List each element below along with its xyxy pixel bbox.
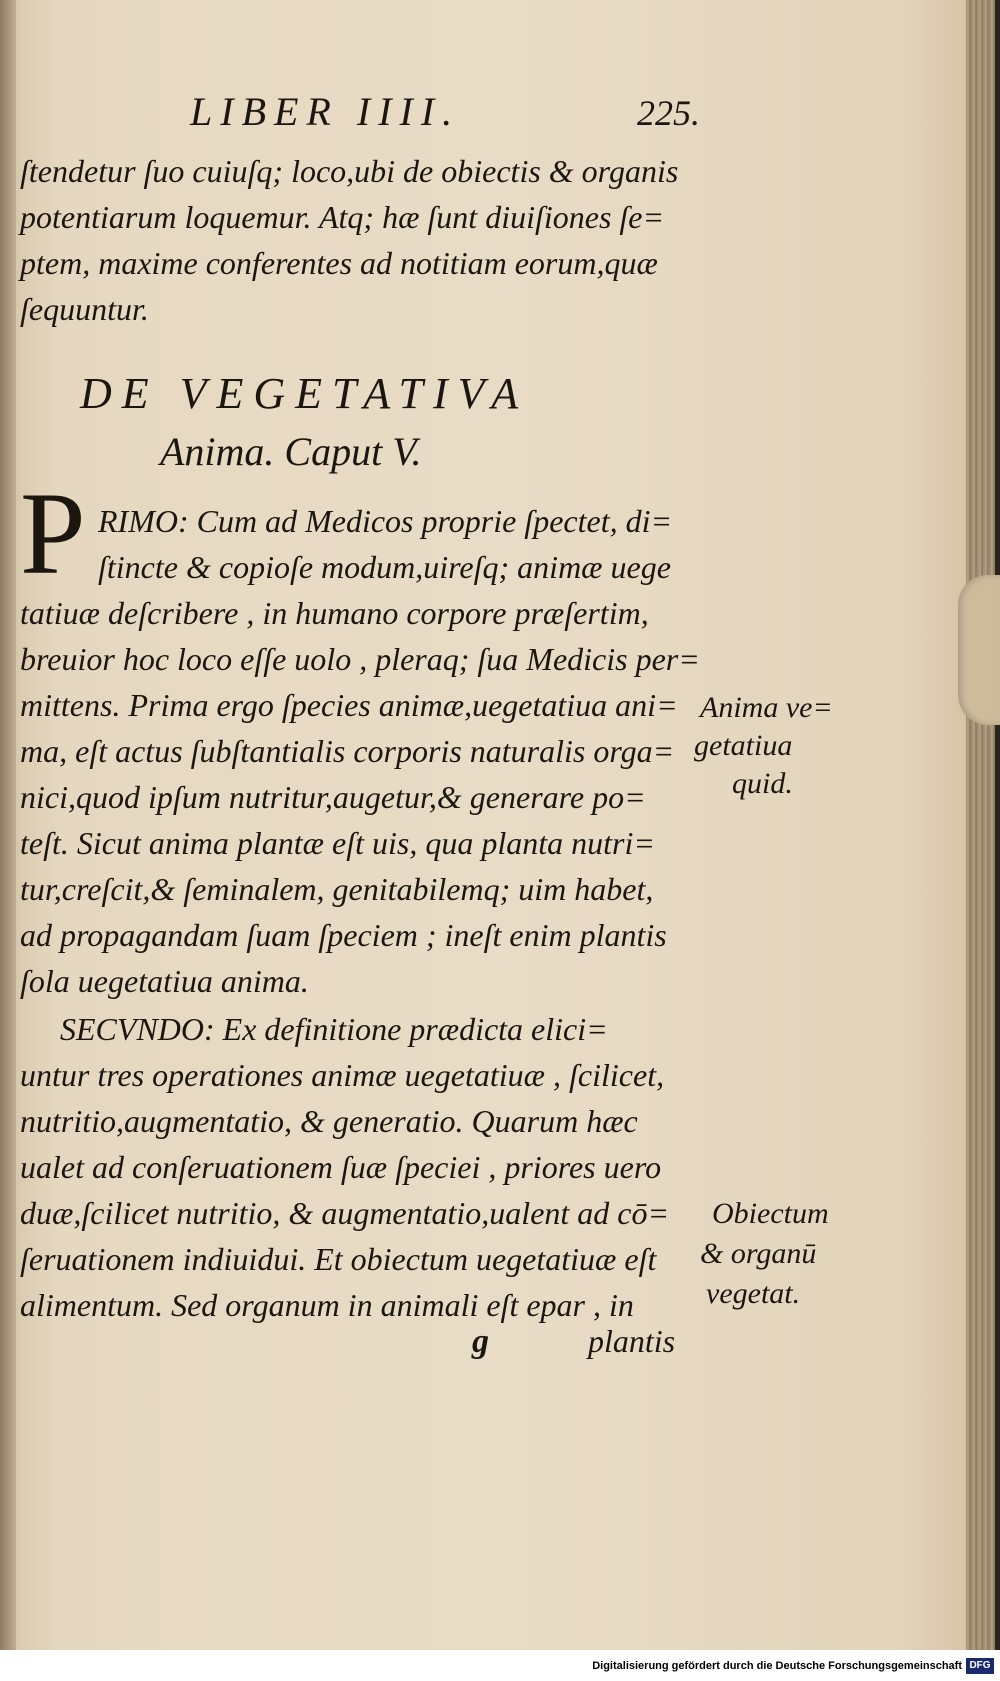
drop-cap: P [20,468,86,599]
marginal-note-line: Anima ve= [700,691,833,724]
marginal-note-line: getatiua [694,729,793,762]
text-line: ſola uegetatiua anima. [20,963,309,999]
running-title: LIBER IIII. [190,89,461,134]
text-line: tur,creſcit,& ſeminalem, genitabilemq; uim habet, [20,871,654,907]
text-line: ſequuntur. [20,291,149,327]
marginal-note-line: & organū [700,1237,817,1270]
marginal-note-line: Obiectum [712,1197,829,1230]
text-line: tatiuæ deſcribere , in humano corpore præſertim, [20,595,649,631]
catchword: plantis [588,1323,676,1359]
text-line: teſt. Sicut anima plantæ eſt uis, qua planta nutri= [20,825,655,861]
chapter-title: DE VEGETATIVA [80,369,529,418]
text-line: ſtincte & copioſe modum,uireſq; animæ uege [98,549,671,585]
text-line: SECVNDO: Ex definitione prædicta elici= [60,1011,608,1047]
page-gutter [0,0,16,1650]
text-line: ſtendetur ſuo cuiuſq; loco,ubi de obiectis & organis [20,153,679,189]
page-tab [958,575,1000,725]
text-line: mittens. Prima ergo ſpecies animæ,uegetatiua ani= [20,687,678,723]
text-line: untur tres operationes animæ uegetatiuæ , ſcilicet, [20,1057,665,1093]
text-line: ptem, maxime conferentes ad notitiam eorum,quæ [20,245,658,281]
page-number: 225. [637,93,700,133]
text-line: RIMO: Cum ad Medicos proprie ſpectet, di= [98,503,673,539]
signature-mark: g [472,1323,489,1360]
page-header [190,88,700,138]
text-line: alimentum. Sed organum in animali eſt epar , in [20,1287,634,1323]
text-line: ma, eſt actus ſubſtantialis corporis naturalis orga= [20,733,675,769]
text-line: duæ,ſcilicet nutritio, & augmentatio,ualent ad cō= [20,1195,670,1231]
text-line: ad propagandam ſuam ſpeciem ; ineſt enim plantis [20,917,667,953]
chapter-subtitle: Anima. Caput V. [160,429,422,474]
text-line: ſeruationem indiuidui. Et obiectum uegetatiuæ eſt [20,1241,657,1277]
marginal-note-line: quid. [732,767,793,800]
text-line: breuior hoc loco eſſe uolo , pleraq; ſua Medicis per= [20,641,700,677]
marginal-note-line: vegetat. [706,1277,801,1310]
text-line: nutritio,augmentatio, & generatio. Quarum hæc [20,1103,638,1139]
text-line: nici,quod ipſum nutritur,augetur,& generare po= [20,779,646,815]
footer-credit: Digitalisierung gefördert durch die Deutsche Forschungsgemeinschaft [592,1660,962,1672]
book-cover-edge [995,0,1000,1650]
text-line: potentiarum loquemur. Atq; hæ ſunt diuiſiones ſe= [20,199,665,235]
dfg-logo: DFG [966,1658,994,1674]
text-line: ualet ad conſeruationem ſuæ ſpeciei , priores uero [20,1149,662,1185]
